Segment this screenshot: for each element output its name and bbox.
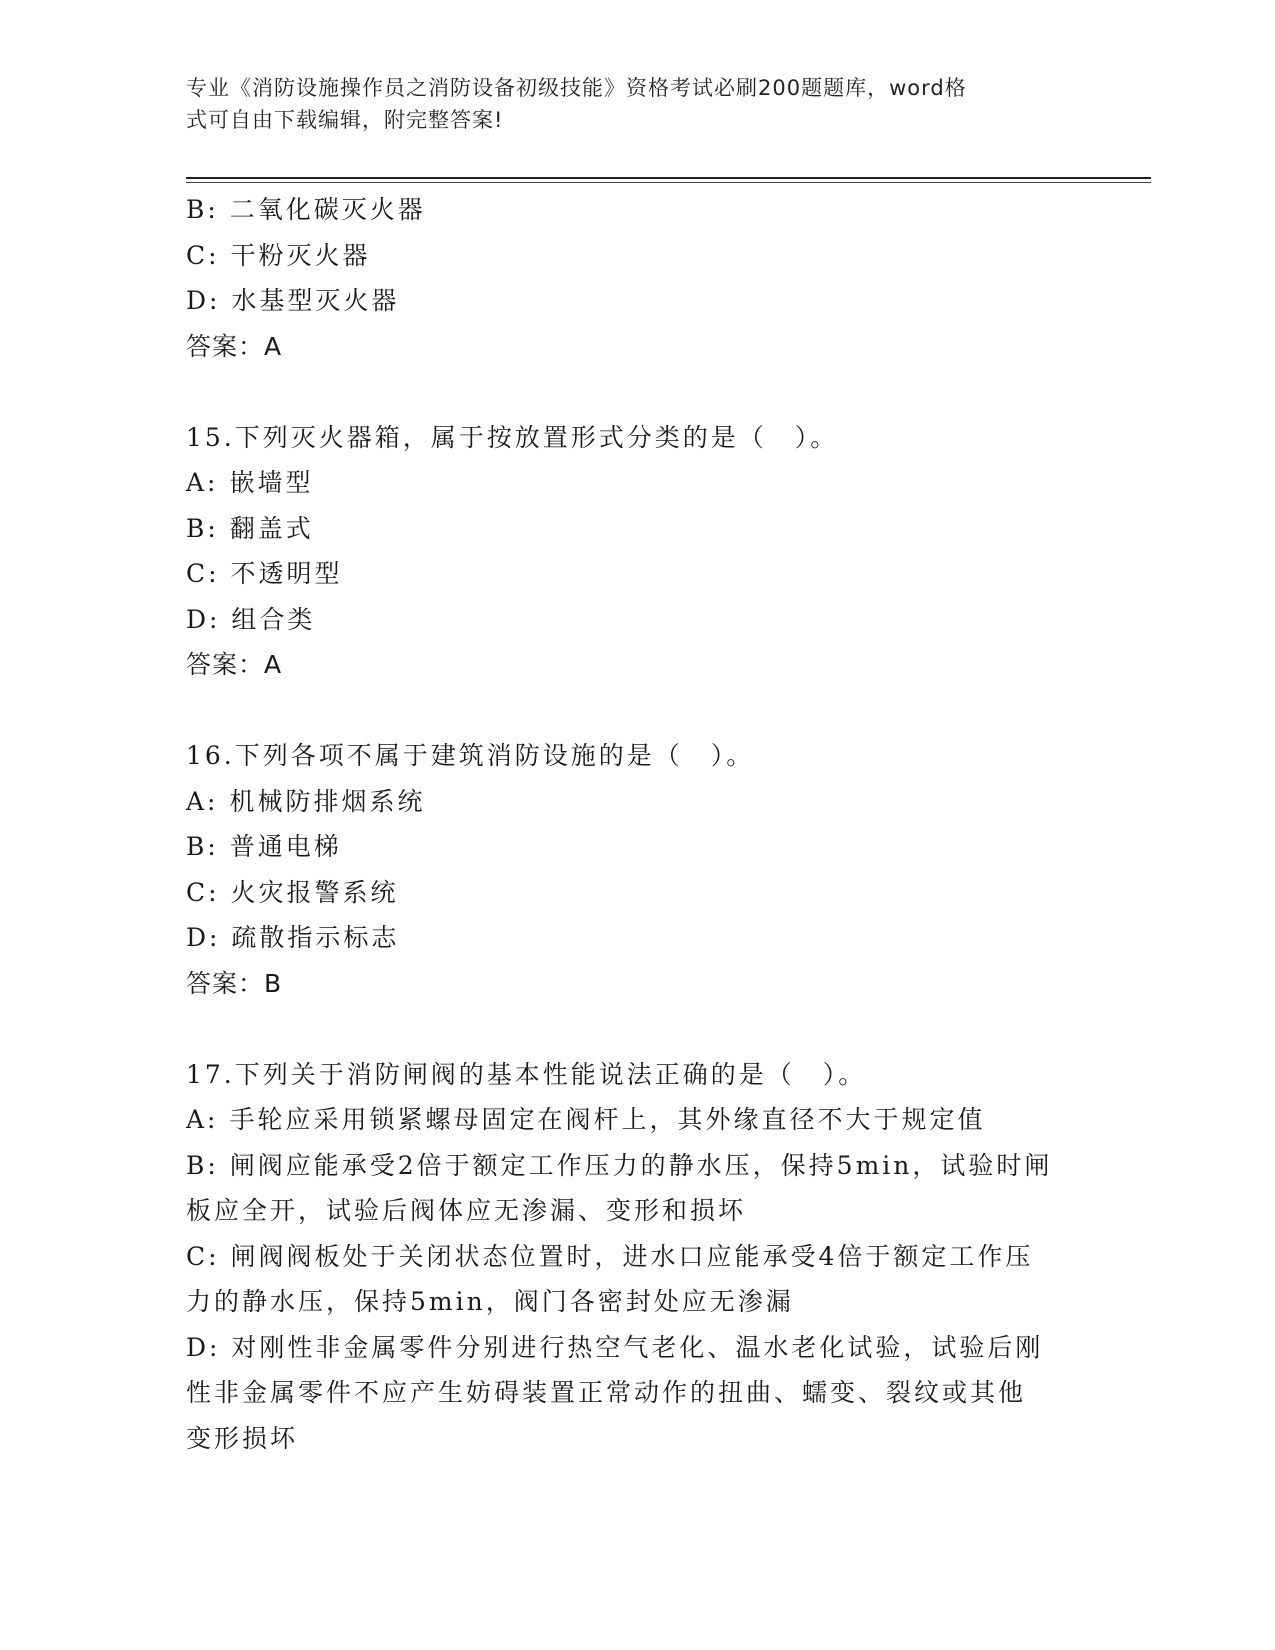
prev-question-block [186, 187, 1086, 369]
option-b [186, 1143, 1086, 1189]
option-label: A: [186, 468, 219, 497]
option-label: D: [186, 286, 221, 315]
option-text: 对刚性非金属零件分别进行热空气老化、温水老化试验，试验后刚 [231, 1332, 1044, 1362]
question-stem: 15.下列灭火器箱，属于按放置形式分类的是（ ）。 [186, 422, 839, 452]
option-b [186, 187, 1086, 233]
question-stem: 16.下列各项不属于建筑消防设施的是（ ）。 [186, 741, 755, 770]
spacer [186, 688, 1086, 734]
option-text: 干粉灭火器 [230, 240, 371, 270]
option-d [186, 1325, 1086, 1371]
option-label: C: [186, 1241, 220, 1271]
document-header [186, 72, 1066, 136]
spacer [186, 369, 1086, 415]
option-d-continuation: 变形损坏 [186, 1423, 299, 1453]
question-17-block [186, 1052, 1086, 1462]
header-line-2: 式可自由下载编辑，附完整答案! [186, 108, 504, 132]
option-b [186, 824, 1086, 870]
option-d [186, 278, 1086, 324]
option-text: 水基型灭火器 [231, 286, 400, 315]
option-b [186, 506, 1086, 552]
option-text: 不透明型 [230, 559, 343, 588]
option-text: 二氧化碳灭火器 [229, 195, 426, 224]
option-text: 闸阀阀板处于关闭状态位置时，进水口应能承受4倍于额定工作压 [230, 1241, 1034, 1271]
option-label: B: [186, 832, 219, 861]
question-15-block [186, 415, 1086, 688]
option-label: D: [186, 604, 221, 634]
option-text: 翻盖式 [229, 513, 314, 543]
option-c [186, 1234, 1086, 1280]
option-c-continuation: 力的静水压，保持5min，阀门各密封处应无渗漏 [186, 1287, 794, 1316]
option-label: B: [186, 513, 219, 543]
option-a [186, 460, 1086, 506]
option-text: 机械防排烟系统 [229, 786, 426, 816]
option-d [186, 597, 1086, 643]
question-16-block [186, 733, 1086, 1006]
option-label: B: [186, 1150, 219, 1180]
spacer [186, 1006, 1086, 1052]
option-label: A: [186, 786, 219, 816]
header-divider-thin [186, 182, 1151, 183]
option-text: 组合类 [231, 604, 316, 634]
option-c [186, 870, 1086, 916]
answer-line: 答案：A [186, 650, 283, 679]
header-line-1: 专业《消防设施操作员之消防设备初级技能》资格考试必刷200题题库，word格 [186, 76, 967, 100]
option-c [186, 551, 1086, 597]
option-label: C: [186, 559, 220, 588]
option-text: 嵌墙型 [229, 468, 314, 497]
option-d [186, 915, 1086, 961]
option-a [186, 779, 1086, 825]
option-b-continuation: 板应全开，试验后阀体应无渗漏、变形和损坏 [186, 1196, 747, 1225]
option-text: 手轮应采用锁紧螺母固定在阀杆上，其外缘直径不大于规定值 [229, 1105, 986, 1134]
answer-line: 答案：A [186, 331, 283, 361]
option-text: 闸阀应能承受2倍于额定工作压力的静水压，保持5min，试验时闸 [229, 1150, 1053, 1180]
option-text: 普通电梯 [229, 832, 342, 861]
option-label: D: [186, 923, 221, 952]
answer-line: 答案：B [186, 968, 283, 998]
option-label: C: [186, 240, 220, 270]
option-text: 火灾报警系统 [230, 877, 399, 907]
option-text: 疏散指示标志 [231, 923, 400, 952]
option-label: D: [186, 1332, 221, 1362]
option-a [186, 1097, 1086, 1143]
header-divider-thick [186, 177, 1151, 179]
option-label: A: [186, 1105, 219, 1134]
question-content [186, 187, 1086, 1461]
option-label: B: [186, 195, 219, 224]
option-c [186, 233, 1086, 279]
option-label: C: [186, 877, 220, 907]
question-stem: 17.下列关于消防闸阀的基本性能说法正确的是（ ）。 [186, 1059, 867, 1089]
option-d-continuation: 性非金属零件不应产生妨碍装置正常动作的扭曲、蠕变、裂纹或其他 [186, 1378, 1027, 1407]
